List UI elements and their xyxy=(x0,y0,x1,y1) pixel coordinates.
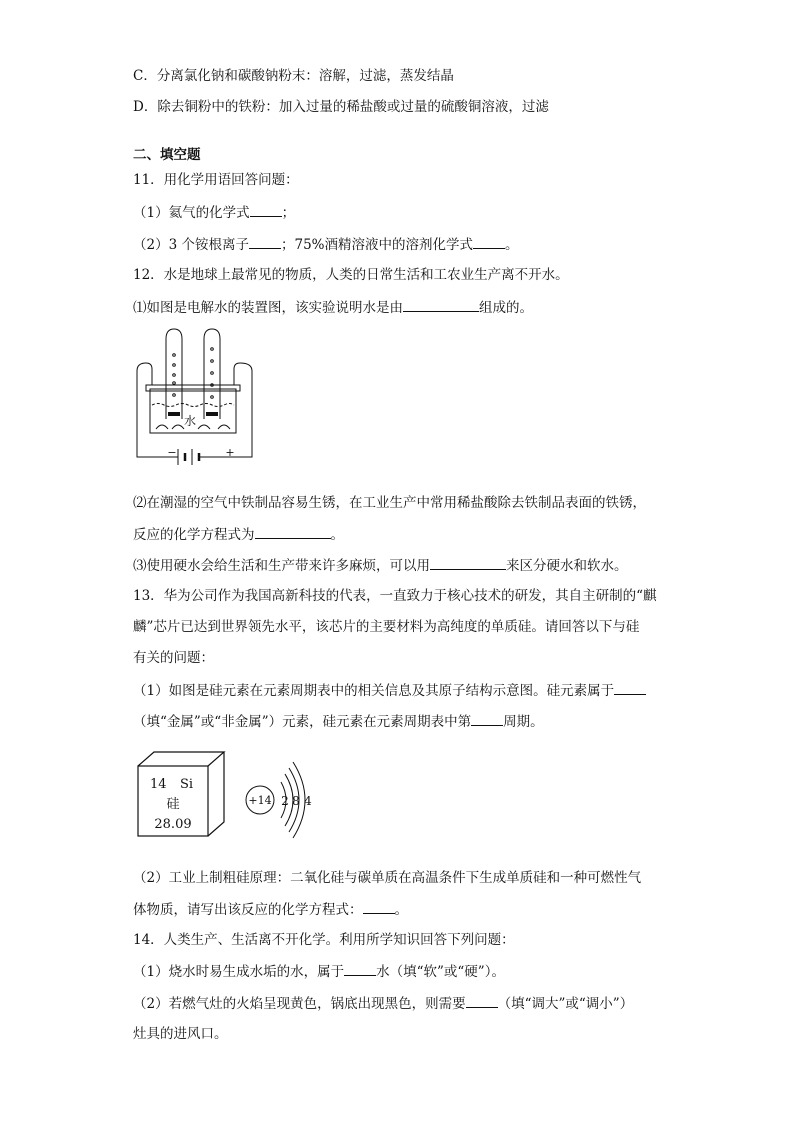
answer-blank[interactable] xyxy=(344,961,376,976)
answer-blank[interactable] xyxy=(403,297,479,312)
answer-blank[interactable] xyxy=(614,680,646,695)
answer-blank[interactable] xyxy=(466,993,498,1008)
q13-part2-line2 xyxy=(133,899,408,920)
q13-p1-text2: （填“金属”或“非金属”）元素，硅元素在元素周期表中第 xyxy=(133,714,472,730)
q14-part2-line2: 灶具的进风口。 xyxy=(133,1026,228,1042)
periodic-table-cell-figure xyxy=(136,750,232,838)
q10-option-d: D．除去铜粉中的铁粉：加入过量的稀盐酸或过量的硫酸铜溶液，过滤 xyxy=(133,99,549,115)
nucleus-charge: +14 xyxy=(248,794,272,807)
atom-structure-diagram xyxy=(243,752,325,848)
q13-stem-line2: 麟”芯片已达到世界领先水平，该芯片的主要材料为高纯度的单质硅。请回答以下与硅 xyxy=(133,619,640,635)
q12-p2-punct: 。 xyxy=(330,527,344,543)
shell-electrons-2: 8 xyxy=(292,794,300,808)
q12-part2-line2 xyxy=(133,524,344,545)
q11-p2-mid: ；75%酒精溶液中的溶剂化学式 xyxy=(280,237,473,253)
answer-blank[interactable] xyxy=(250,202,282,217)
q13-part1-line2 xyxy=(133,711,544,732)
q11-p1-punct: ； xyxy=(281,205,296,221)
q13-p1-post: 周期。 xyxy=(503,714,544,730)
answer-blank[interactable] xyxy=(473,234,505,249)
q12-part2-line1: ⑵在潮湿的空气中铁制品容易生锈，在工业生产中常用稀盐酸除去铁制品表面的铁锈， xyxy=(133,495,646,511)
q13-p1-text: （1）如图是硅元素在元素周期表中的相关信息及其原子结构示意图。硅元素属于 xyxy=(133,683,615,699)
q13-part2-line1: （2）工业上制粗硅原理：二氧化硅与碳单质在高温条件下生成单质硅和一种可燃性气 xyxy=(133,870,642,886)
answer-blank[interactable] xyxy=(471,711,503,726)
shell-electrons-1: 2 xyxy=(281,794,289,808)
q14-p2-post: （填“调大”或“调小”） xyxy=(497,996,634,1012)
q14-part2-line1 xyxy=(133,993,633,1014)
q10-option-c: C．分离氯化钠和碳酸钠粉末：溶解，过滤，蒸发结晶 xyxy=(133,68,454,84)
q13-part1-line1 xyxy=(133,680,646,701)
shell-electrons-3: 4 xyxy=(304,794,312,808)
q11-p1-text: （1）氦气的化学式 xyxy=(133,205,250,221)
q14-p1-text: （1）烧水时易生成水垢的水，属于 xyxy=(133,964,345,980)
positive-terminal-label: + xyxy=(225,446,235,459)
answer-blank[interactable] xyxy=(363,899,395,914)
atomic-number: 14 xyxy=(150,777,167,792)
answer-blank[interactable] xyxy=(430,555,506,570)
section-title: 二、填空题 xyxy=(133,147,201,163)
atomic-mass: 28.09 xyxy=(154,817,192,832)
q14-stem: 14．人类生产、生活离不开化学。利用所学知识回答下列问题： xyxy=(133,932,515,948)
q13-stem-line1: 13．华为公司作为我国高新科技的代表，一直致力于核心技术的研发，其自主研制的“麒 xyxy=(133,588,657,604)
q12-p3-post: 来区分硬水和软水。 xyxy=(506,558,628,574)
negative-terminal-label: − xyxy=(167,446,177,459)
electrolysis-apparatus-figure xyxy=(134,325,258,467)
answer-blank[interactable] xyxy=(255,524,331,539)
q11-p2-text: （2）3 个铵根离子 xyxy=(133,237,249,253)
q14-p2-text: （2）若燃气灶的火焰呈现黄色，锅底出现黑色，则需要 xyxy=(133,996,466,1012)
q12-p3-text: ⑶使用硬水会给生活和生产带来许多麻烦，可以用 xyxy=(133,558,430,574)
q11-p2-punct: 。 xyxy=(505,237,519,253)
q11-part1 xyxy=(133,202,295,223)
q14-p1-post: 水（填“软”或“硬”）。 xyxy=(376,964,505,980)
q12-p1-text: ⑴如图是电解水的装置图，该实验说明水是由 xyxy=(133,300,403,316)
q12-part3 xyxy=(133,555,628,576)
q11-part2 xyxy=(133,234,519,255)
answer-blank[interactable] xyxy=(249,234,281,249)
q11-stem: 11．用化学用语回答问题： xyxy=(133,172,299,188)
q13-p2-punct: 。 xyxy=(394,902,408,918)
q12-stem: 12．水是地球上最常见的物质，人类的日常生活和工农业生产离不开水。 xyxy=(133,267,569,283)
q12-p2-text: 反应的化学方程式为 xyxy=(133,527,255,543)
water-label: 水 xyxy=(183,414,197,428)
q14-part1 xyxy=(133,961,505,982)
q13-p2-text: 体物质，请写出该反应的化学方程式： xyxy=(133,902,363,918)
q12-part1 xyxy=(133,297,533,318)
q12-p1-post: 组成的。 xyxy=(479,300,533,316)
element-name: 硅 xyxy=(166,797,180,812)
element-symbol: Si xyxy=(180,777,194,792)
q13-stem-line3: 有关的问题： xyxy=(133,650,214,666)
